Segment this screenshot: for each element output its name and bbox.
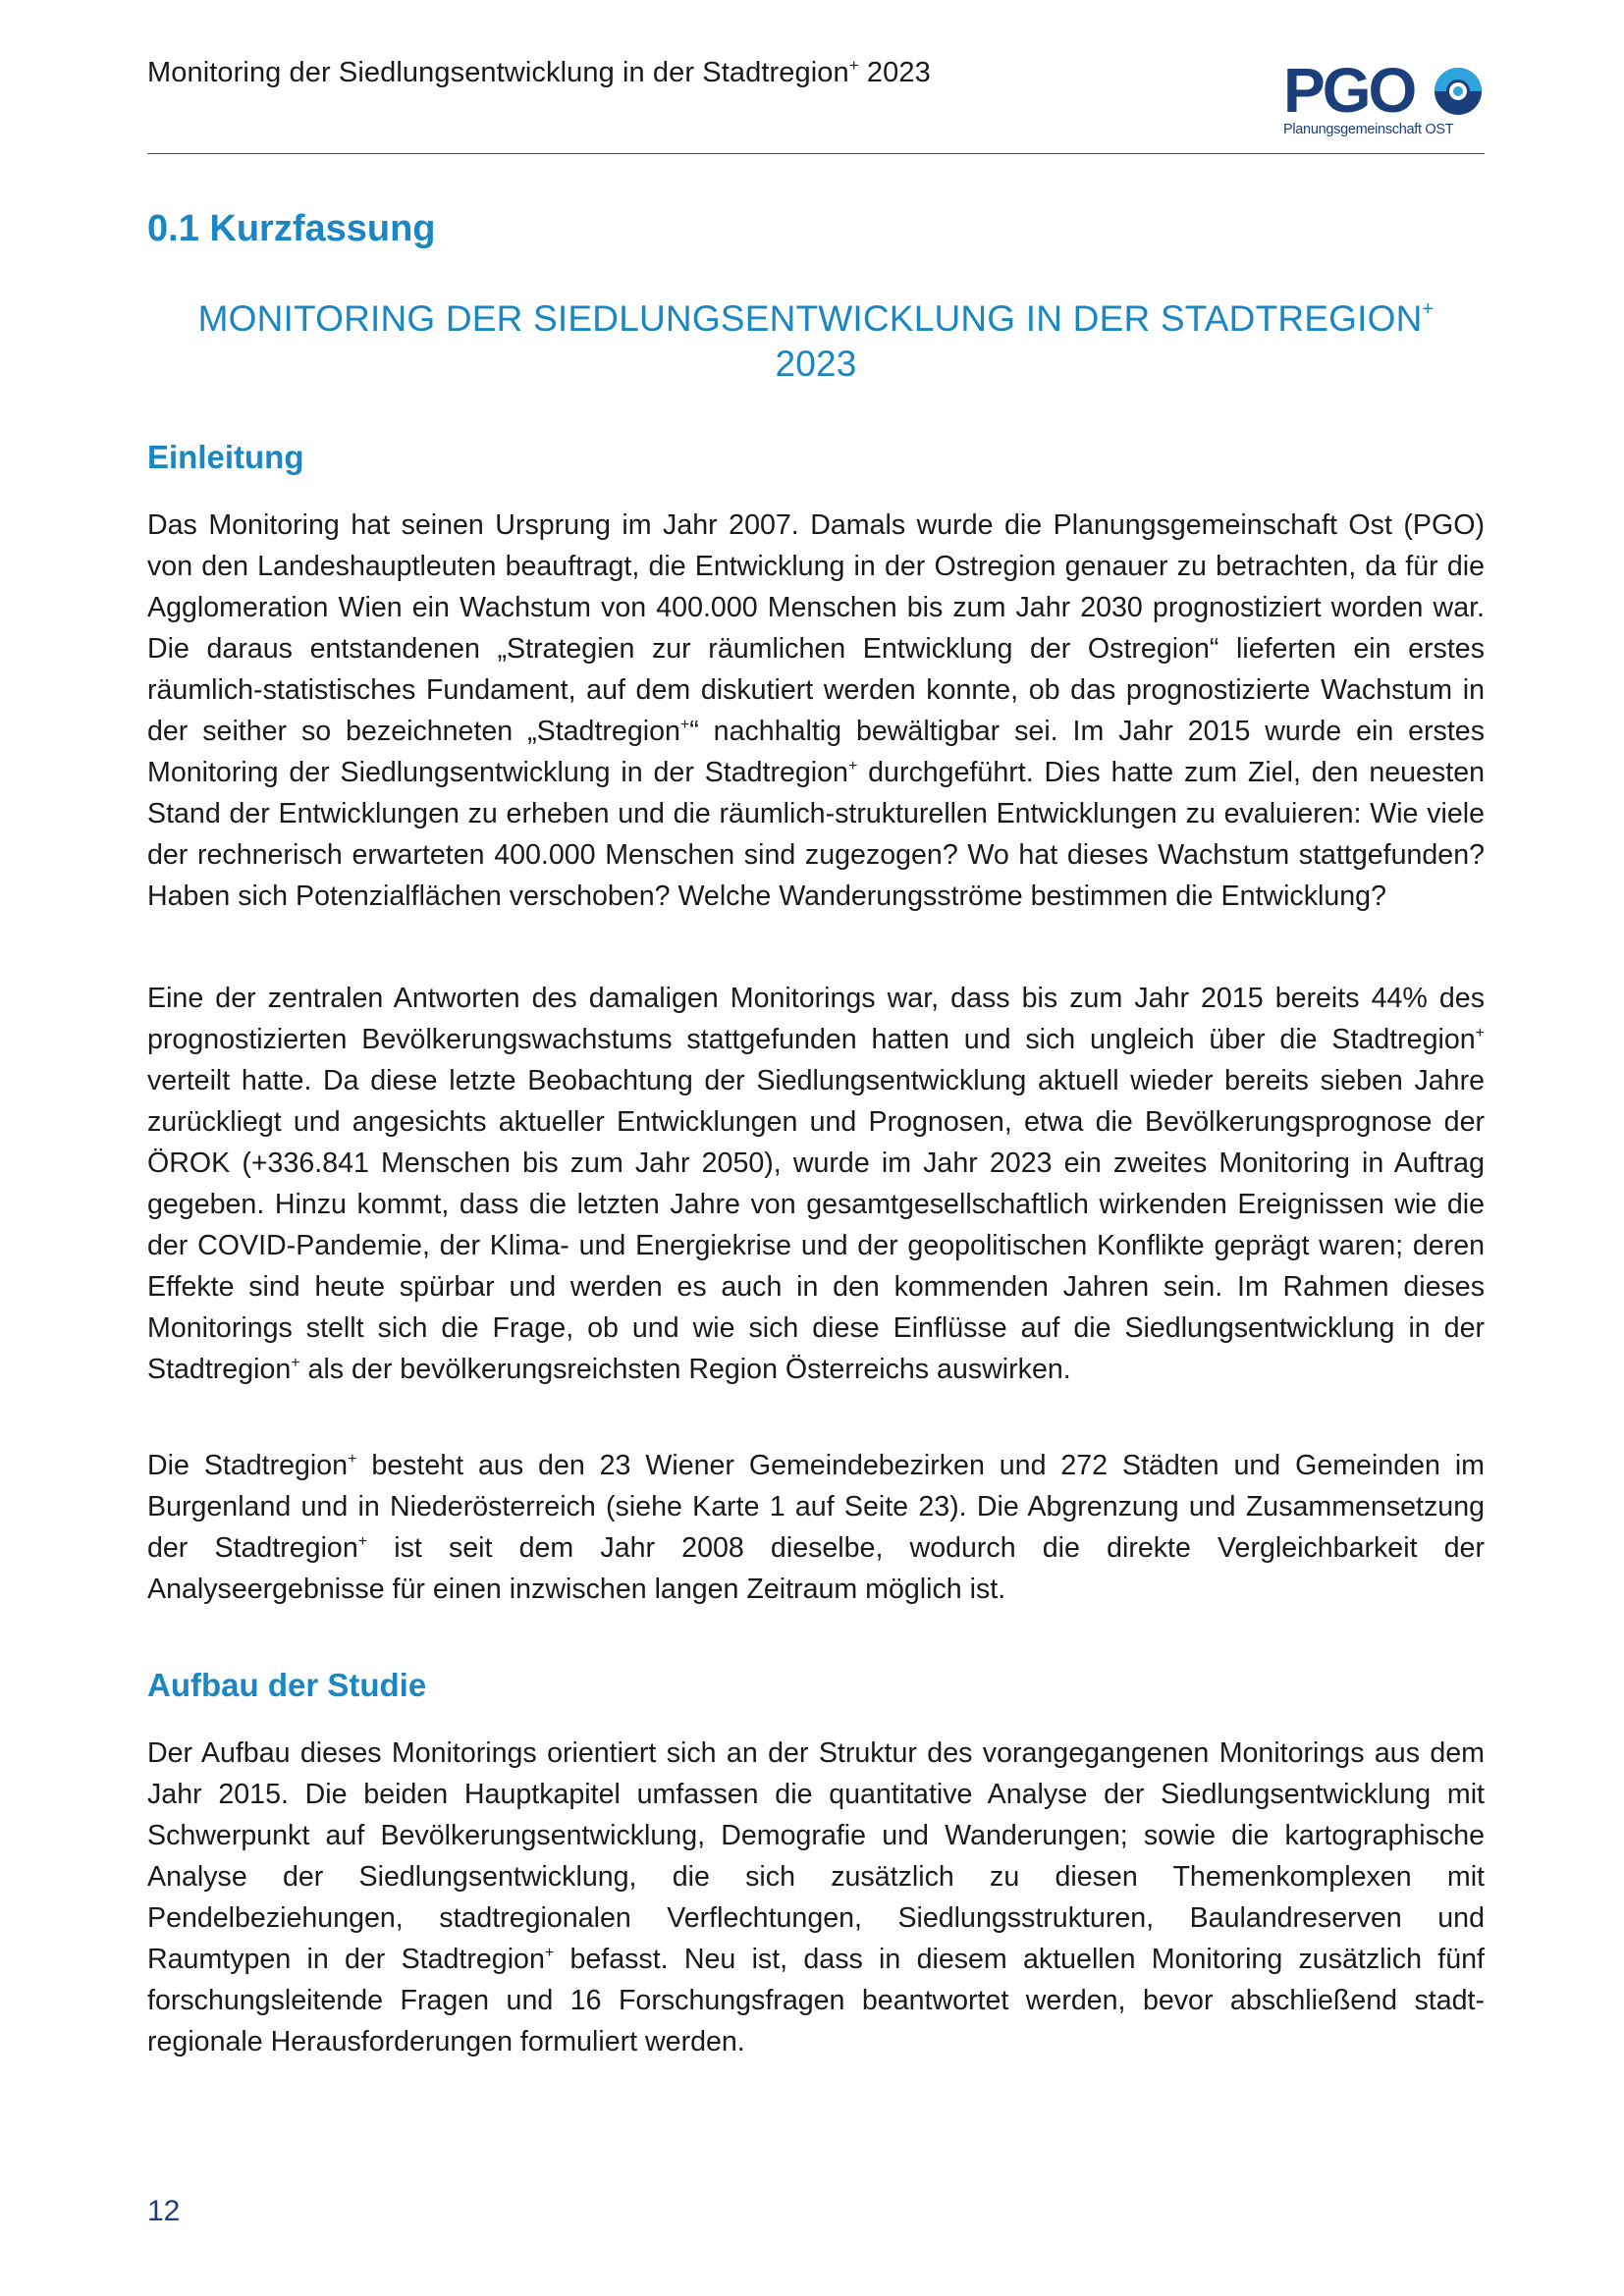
paragraph-einleitung-3: Die Stadtregion+ besteht aus den 23 Wiener Gemeindebezirken und 272 Städten und Gemeinden im Burgenland und in Niederösterreich (siehe Karte 1 auf Seite 23). Die Abgrenzung und Zusammensetzung der Stadtregion+ ist seit dem Jahr 2008 dieselbe, wodurch die direkte Vergleichbarkeit der Analyseergebnisse für einen inzwischen langen Zeitraum möglich ist. (147, 1450, 1485, 1605)
paragraph-aufbau-1: Der Aufbau dieses Monitorings orientiert sich an der Struktur des vorangegangenen Monitorings aus dem Jahr 2015. Die beiden Hauptkapitel umfassen die quantitative Analyse der Siedlungsentwicklung mit Schwerpunkt auf Bevölkerungsentwicklung, Demografie und Wanderungen; sowie die kartographische Analyse der Siedlungsentwicklung, die sich zusätzlich zu diesen Themenkomplexen mit Pendelbeziehungen, stadtregionalen Verflechtungen, Siedlungsstrukturen, Baulandreserven und Raumtypen in der Stadtregion+ befasst. Neu ist, dass in diesem aktuellen Monitoring zusätzlich fünf forschungsleitende Fragen und 16 Forschungsfragen beantwortet werden, bevor abschließend stadtregionale Herausforderungen formuliert werden. (147, 1737, 1485, 2057)
header-divider (147, 153, 1485, 154)
heading-einleitung: Einleitung (147, 439, 304, 475)
page-header (147, 57, 1485, 155)
paragraph-einleitung-2: Eine der zentralen Antworten des damaligen Monitorings war, dass bis zum Jahr 2015 bereits 44% des prognostizierten Bevölkerungswachstums stattgefunden hatten und sich ungleich über die Stadtregion+ verteilt hatte. Da diese letzte Beobachtung der Siedlungsentwicklung aktuell wieder bereits sieben Jahre zurückliegt und angesichts aktueller Entwicklungen und Prognosen, etwa die Bevölkerungsprognose der ÖROK (+336.841 Menschen bis zum Jahr 2050), wurde im Jahr 2023 ein zweites Monitoring in Auftrag gegeben. Hinzu kommt, dass die letzten Jahre von gesamtgesellschaftlich wirkenden Ereignissen wie die der COVID-Pandemie, der Klima- und Energiekrise und der geopolitischen Konflikte geprägt waren; deren Effekte sind heute spürbar und werden es auch in den kommenden Jahren sein. Im Rahmen dieses Monitorings stellt sich die Frage, ob und wie sich diese Einflüsse auf die Siedlungsentwicklung in der Stadtregion+ als der bevölkerungsreichsten Region Österreichs auswirken. (147, 983, 1485, 1385)
paragraph-einleitung-1: Das Monitoring hat seinen Ursprung im Jahr 2007. Damals wurde die Planungsgemeinschaft Ost (PGO) von den Landeshauptleuten beauftragt, die Entwicklung in der Ostregion genauer zu betrachten, da für die Agglomeration Wien ein Wachstum von 400.000 Menschen bis zum Jahr 2030 prognostiziert worden war. Die daraus entstandenen „Strategien zur räumlichen Entwicklung der Ostregion“ lieferten ein erstes räumlich-statistisches Fundament, auf dem diskutiert werden konnte, ob das prognostizierte Wachstum in der seither so bezeichneten „Stadtregion+“ nachhaltig bewältigbar sei. Im Jahr 2015 wurde ein erstes Monitoring der Siedlungsentwicklung in der Stadtregion+ durchgeführt. Dies hatte zum Ziel, den neuesten Stand der Entwicklungen zu erheben und die räumlich-strukturellen Entwicklungen zu evaluieren: Wie viele der rechnerisch erwarteten 400.000 Menschen sind zugezogen? Wo hat dieses Wachstum stattgefunden? Haben sich Potenzialflächen verschoben? Welche Wanderungsströme bestimmen die Entwicklung? (147, 509, 1486, 912)
section-heading: 0.1 Kurzfassung (147, 208, 436, 249)
page-number: 12 (147, 2195, 181, 2227)
logo-tagline: Planungsgemeinschaft OST (1283, 122, 1454, 137)
heading-aufbau: Aufbau der Studie (147, 1667, 427, 1703)
running-title: Monitoring der Siedlungsentwicklung in der Stadtregion+ 2023 (147, 56, 931, 88)
pgo-logo (1283, 61, 1485, 145)
logo-letters: PGO (1283, 61, 1415, 122)
pgo-logo-mark (1283, 61, 1485, 122)
globe-icon (1435, 68, 1482, 115)
document-title: MONITORING DER SIEDLUNGSENTWICKLUNG IN DER STADTREGION+ 2023 (197, 298, 1435, 384)
